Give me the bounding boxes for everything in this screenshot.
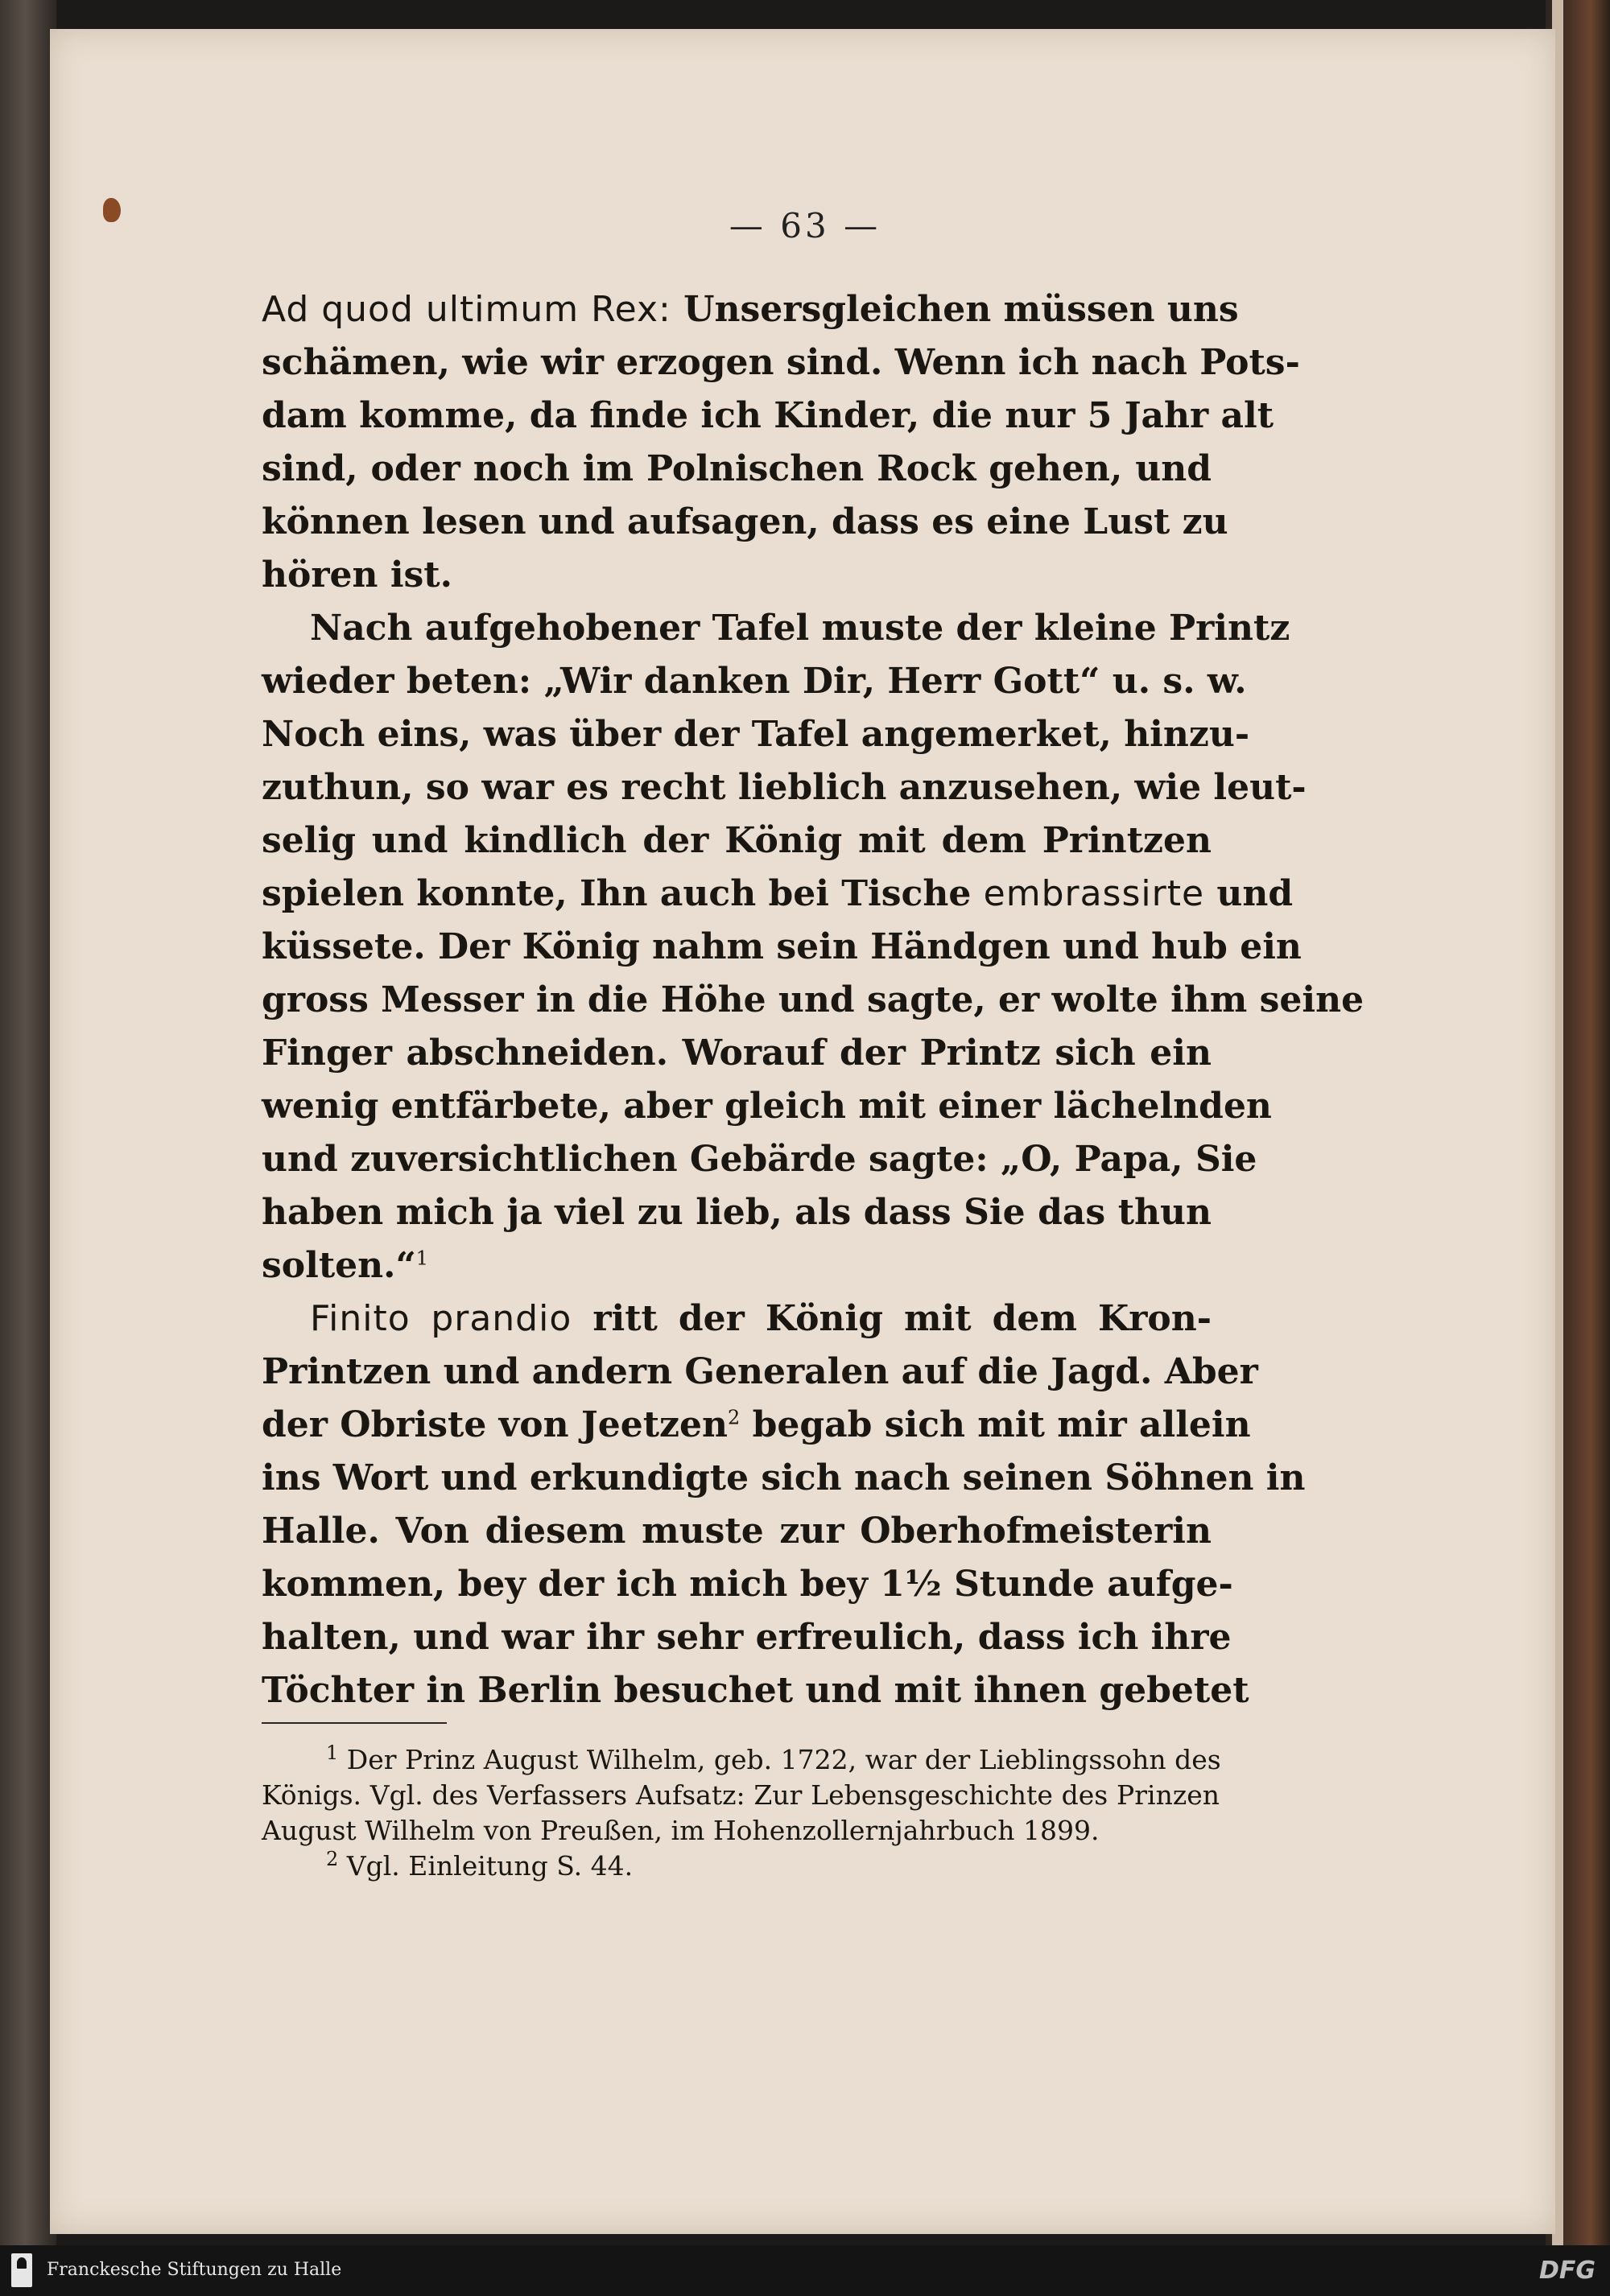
footnote-ref[interactable]: 2	[727, 1406, 741, 1429]
book-cover-right	[1546, 0, 1610, 2245]
text-line: Ad quod ultimum Rex: Unsersgleichen müssen uns	[262, 289, 1239, 330]
text-line: können lesen und aufsagen, dass es eine Lust zu	[262, 501, 1228, 542]
footnote-line: August Wilhelm von Preußen, im Hohenzollernjahrbuch 1899.	[262, 1815, 1100, 1846]
footnote-line: $^1$ Der Prinz August Wilhelm, geb. 1722, war der Lieblingssohn des	[326, 1742, 1221, 1775]
text-line: Halle. Von diesem muste zur Oberhofmeisterin	[262, 1511, 1212, 1552]
footnote-mark: 2	[326, 1848, 339, 1870]
text-line: sind, oder noch im Polnischen Rock gehen, und	[262, 448, 1212, 489]
text-line: wieder beten: „Wir danken Dir, Herr Gott“ u. s. w.	[262, 661, 1247, 702]
text-line: ins Wort und erkundigte sich nach seinen Söhnen in	[262, 1457, 1306, 1498]
footnote-line: Königs. Vgl. des Verfassers Aufsatz: Zur Lebensgeschichte des Prinzen	[262, 1779, 1220, 1811]
book-cover-left	[0, 0, 56, 2245]
footnote-mark: 1	[326, 1742, 339, 1764]
text-line: Finger abschneiden. Worauf der Printz sich ein	[262, 1033, 1212, 1074]
text-line: der Obriste von Jeetzen$^2$ begab sich mit mir allein	[262, 1404, 1251, 1445]
text-line: schämen, wie wir erzogen sind. Wenn ich nach Pots-	[262, 342, 1300, 383]
text-line: gross Messer in die Höhe und sagte, er wolte ihm seine	[262, 979, 1364, 1020]
text-line: wenig entfärbete, aber gleich mit einer lächelnden	[262, 1086, 1272, 1127]
text-line: spielen konnte, Ihn auch bei Tische embrassirte und	[262, 873, 1294, 914]
text-line: hören ist.	[262, 554, 452, 596]
text-line: solten.“$^1$	[262, 1245, 429, 1286]
footnote-ref[interactable]: 1	[415, 1247, 429, 1270]
text-line: selig und kindlich der König mit dem Printzen	[262, 820, 1212, 861]
institution-label[interactable]: Franckesche Stiftungen zu Halle	[47, 2260, 342, 2280]
footnote-divider	[262, 1722, 447, 1724]
dfg-logo: DFG	[1538, 2257, 1596, 2285]
text-line: küssete. Der König nahm sein Händgen und hub ein	[262, 926, 1302, 967]
page-number: — 63 —	[729, 206, 881, 245]
footnote-line: $^2$ Vgl. Einleitung S. 44.	[326, 1848, 634, 1882]
footnotes	[262, 1742, 1220, 1884]
text-line: dam komme, da finde ich Kinder, die nur 5 Jahr alt	[262, 395, 1274, 436]
text-line: halten, und war ihr sehr erfreulich, dass ich ihre	[262, 1617, 1232, 1658]
text-line: Printzen und andern Generalen auf die Jagd. Aber	[262, 1351, 1258, 1392]
text-line: haben mich ja viel zu lieb, als dass Sie das thun	[262, 1192, 1212, 1233]
text-line: zuthun, so war es recht lieblich anzusehen, wie leut-	[262, 767, 1307, 808]
text-line: Nach aufgehobener Tafel muste der kleine Printz	[310, 608, 1290, 649]
institution-logo-icon	[11, 2253, 32, 2287]
text-line: Finito prandio ritt der König mit dem Kron-	[310, 1298, 1212, 1339]
main-text	[262, 283, 1364, 1717]
text-line: kommen, bey der ich mich bey 1½ Stunde aufge-	[262, 1564, 1233, 1605]
text-line: Noch eins, was über der Tafel angemerket, hinzu-	[262, 714, 1250, 755]
text-line: Töchter in Berlin besuchet und mit ihnen gebetet	[262, 1670, 1249, 1711]
viewer-footer	[0, 2245, 1610, 2296]
text-line: und zuversichtlichen Gebärde sagte: „O, Papa, Sie	[262, 1139, 1257, 1180]
